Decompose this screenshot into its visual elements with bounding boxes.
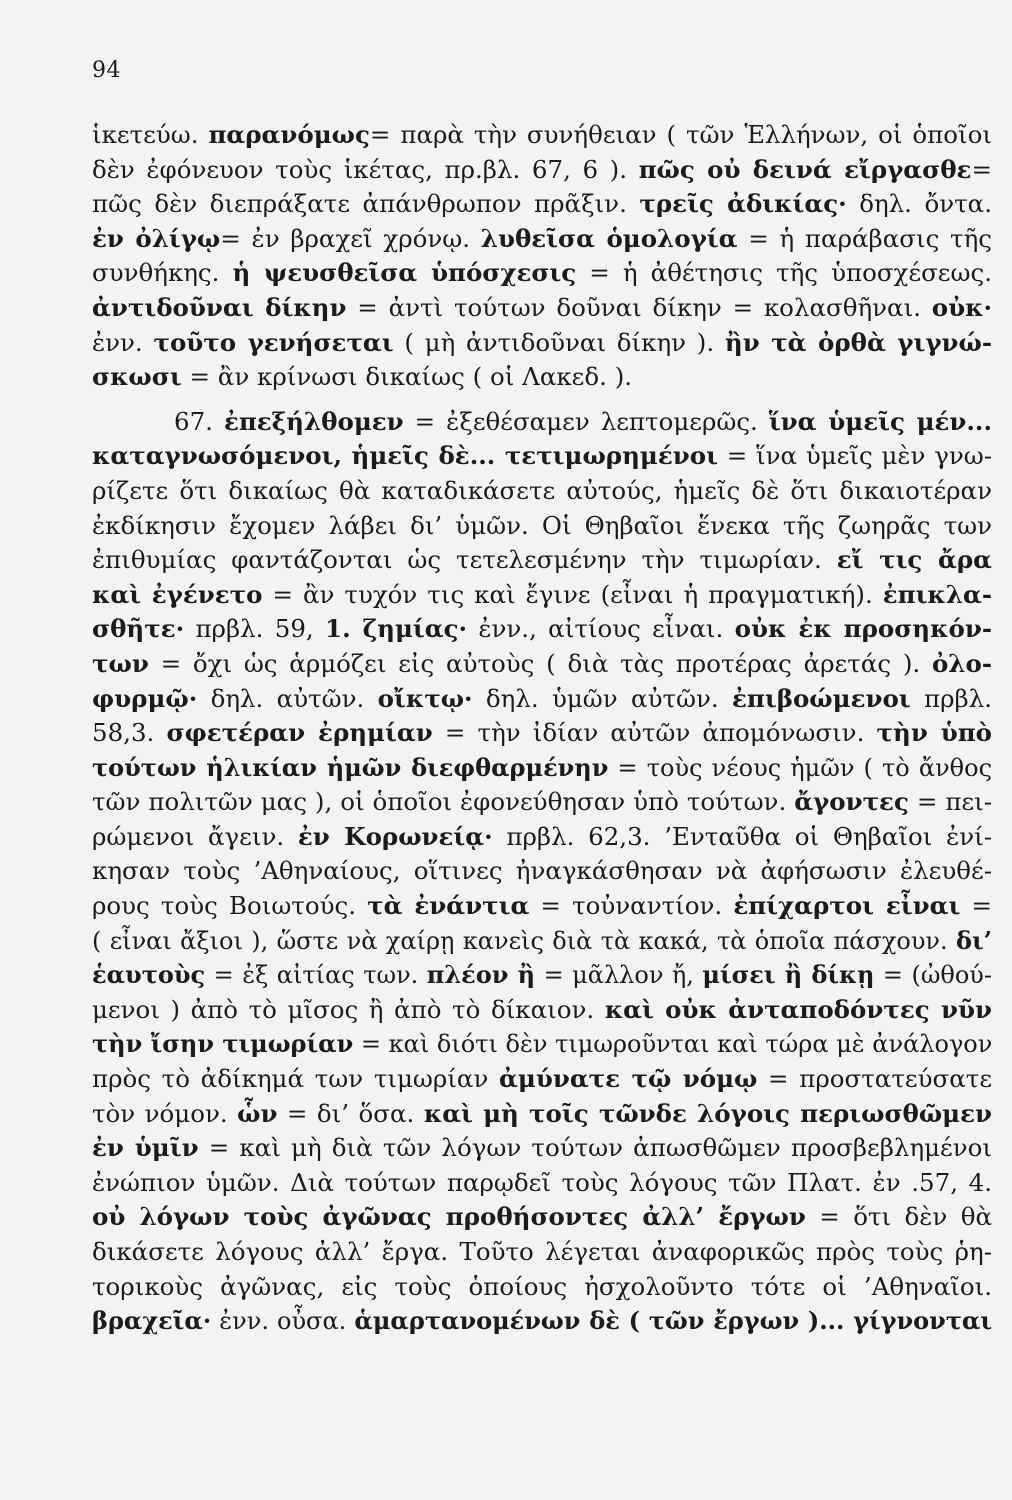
gloss-text: δηλ. ὄντα. bbox=[846, 189, 992, 219]
lemma-bold: ἐπικλα- bbox=[882, 579, 992, 609]
gloss-text: πρβλ. bbox=[910, 683, 992, 713]
gloss-text: = μᾶλλον ἤ, bbox=[535, 961, 703, 990]
lemma-bold: ἑαυτοὺς bbox=[92, 960, 206, 990]
gloss-text: ( εἶναι ἄξιοι ), ὥστε νὰ χαίρῃ κανεὶς διὰ τὰ κακά, τὰ ὁποῖα πάσχουν. bbox=[92, 926, 957, 955]
lemma-bold: εἴ τις ἄρα bbox=[836, 545, 992, 575]
gloss-text: = ὄχι ὡς ἁρμόζει εἰς αὐτοὺς ( διὰ τὰς προτέρας ἀρετάς ). bbox=[148, 648, 932, 678]
lemma-bold: καὶ ἐγένετο bbox=[92, 579, 263, 609]
gloss-text: δικάσετε λόγους ἀλλ’ ἔργα. Τοῦτο λέγεται ἀναφορικῶς πρὸς τοὺς ῥη- bbox=[92, 1237, 992, 1266]
gloss-text: = bbox=[971, 154, 992, 184]
body-text bbox=[92, 118, 992, 1339]
gloss-text: ἐνν., αἰτίους εἶναι. bbox=[467, 614, 735, 644]
lemma-bold: ἐν ὑμῖν bbox=[92, 1133, 199, 1163]
lemma-bold: ἁμαρτανομένων δὲ ( τῶν ἔργων )... γίγνονται bbox=[354, 1306, 992, 1336]
lemma-bold: 1. ζημίας· bbox=[325, 614, 468, 644]
text-line bbox=[92, 682, 992, 717]
text-line bbox=[92, 405, 992, 440]
text-line bbox=[92, 993, 992, 1028]
text-line bbox=[92, 326, 992, 361]
gloss-text: πρὸς τὸ ἀδίκημά των τιμωρίαν bbox=[92, 1064, 500, 1094]
lemma-bold: ἢν τὰ ὀρθὰ γιγνώ- bbox=[724, 327, 992, 357]
text-line bbox=[92, 360, 992, 395]
text-line bbox=[92, 509, 992, 544]
lemma-bold: οὐκ· bbox=[931, 292, 993, 322]
gloss-text: = τοὺς νέους ἡμῶν ( τὸ ἄνθος bbox=[608, 753, 993, 782]
gloss-text: 67. bbox=[174, 406, 224, 436]
lemma-bold: ἐπεξήλθομεν bbox=[223, 406, 404, 436]
gloss-text: = ἀντὶ τούτων δοῦναι δίκην = κολασθῆναι. bbox=[346, 292, 932, 322]
gloss-text: = ἂν τυχόν τις καὶ ἔγινε (εἶναι ἡ πραγματική). bbox=[262, 579, 883, 609]
lemma-bold: τὴν ἴσην τιμωρίαν bbox=[92, 1029, 354, 1059]
lemma-bold: καταγνωσόμενοι, ἡμεῖς δὲ... τετιμωρημένοι bbox=[92, 441, 718, 471]
paragraph-gap bbox=[92, 395, 992, 405]
text-line bbox=[92, 1062, 992, 1097]
lemma-bold: μίσει ἢ δίκῃ bbox=[702, 960, 875, 990]
gloss-text: = καὶ διότι δὲν τιμωροῦνται καὶ τώρα μὲ ἀνάλογον bbox=[353, 1030, 993, 1059]
text-line bbox=[92, 716, 992, 751]
gloss-text: = (ὠθού- bbox=[874, 961, 993, 990]
lemma-bold: σφετέραν ἐρημίαν bbox=[166, 718, 433, 748]
gloss-text: πρβλ. 62,3. ’Ενταῦθα οἱ Θηβαῖοι ἐνί- bbox=[492, 821, 993, 851]
text-line bbox=[92, 118, 992, 153]
lemma-bold: καὶ οὐκ ἀνταποδόντες νῦν bbox=[604, 994, 992, 1024]
text-line bbox=[92, 1131, 992, 1166]
lemma-bold: οἴκτῳ· bbox=[377, 683, 473, 713]
gloss-text: = ἡ παράβασις τῆς bbox=[737, 223, 992, 253]
lemma-bold: τὰ ἐνάντια bbox=[367, 891, 530, 921]
gloss-text: τῶν πολιτῶν μας ), οἱ ὁποῖοι ἐφονεύθησαν ὑπὸ τούτων. bbox=[92, 787, 795, 817]
gloss-text: = ὅτι δὲν θὰ bbox=[805, 1202, 992, 1232]
lemma-bold: ἐπίχαρτοι εἶναι bbox=[733, 891, 961, 921]
gloss-text: ρίζετε ὅτι δικαίως θὰ καταδικάσετε αὐτούς, ἡμεῖς δὲ ὅτι δικαιοτέραν bbox=[92, 475, 992, 505]
lemma-bold: καὶ μὴ τοῖς τῶνδε λόγοις περιωσθῶμεν bbox=[423, 1098, 993, 1128]
text-line bbox=[92, 222, 992, 257]
gloss-text: ἐνν. bbox=[92, 327, 154, 357]
lemma-bold: ἐν Κορωνείᾳ· bbox=[297, 821, 493, 851]
lemma-bold: τρεῖς ἀδικίας· bbox=[639, 189, 847, 219]
lemma-bold: ἡ ψευσθεῖσα ὑπόσχεσις bbox=[232, 258, 577, 288]
lemma-bold: σθῆτε· bbox=[92, 614, 185, 644]
lemma-bold: δι’ bbox=[956, 925, 992, 955]
lemma-bold: ἐν ὀλίγῳ bbox=[92, 223, 221, 253]
gloss-text: ρώμενοι ἄγειν. bbox=[92, 821, 298, 851]
lemma-bold: ὧν bbox=[237, 1098, 278, 1128]
text-line bbox=[92, 153, 992, 188]
text-line bbox=[92, 187, 992, 222]
gloss-text: συνθήκης. bbox=[92, 258, 233, 288]
text-line bbox=[92, 1166, 992, 1201]
text-line bbox=[92, 1097, 992, 1132]
lemma-bold: ἄγοντες bbox=[794, 787, 909, 817]
text-line bbox=[92, 543, 992, 578]
gloss-text: = τὴν ἰδίαν αὐτῶν ἀπομόνωσιν. bbox=[432, 718, 877, 748]
text-line bbox=[92, 958, 992, 993]
lemma-bold: τοῦτο γενήσεται bbox=[153, 327, 394, 357]
text-line bbox=[92, 1200, 992, 1235]
text-line bbox=[92, 439, 992, 474]
gloss-text: ἐνν. οὖσα. bbox=[211, 1307, 355, 1336]
gloss-text: = παρὰ τὴν συνήθειαν ( τῶν Ἑλλήνων, οἱ ὁποῖοι bbox=[369, 120, 992, 149]
text-line bbox=[92, 751, 992, 786]
lemma-bold: ὀλο- bbox=[931, 648, 992, 678]
text-line bbox=[92, 1027, 992, 1062]
gloss-text: 58,3. bbox=[92, 718, 167, 748]
gloss-text: = bbox=[960, 891, 992, 921]
lemma-bold: παρανόμως bbox=[208, 120, 370, 149]
lemma-bold: των bbox=[92, 648, 149, 678]
gloss-text: δὲν ἐφόνευον τοὺς ἱκέτας, πρ.βλ. 67, 6 ). bbox=[92, 154, 639, 184]
gloss-text: = καὶ μὴ διὰ τῶν λόγων τούτων ἀπωσθῶμεν προσβεβλημένοι bbox=[198, 1133, 992, 1163]
lemma-bold: πλέον ἢ bbox=[426, 960, 536, 990]
gloss-text: = δι’ ὅσα. bbox=[277, 1098, 424, 1128]
text-line bbox=[92, 256, 992, 291]
gloss-text: = ἐξεθέσαμεν λεπτομερῶς. bbox=[403, 406, 769, 436]
lemma-bold: λυθεῖσα ὁμολογία bbox=[480, 223, 738, 253]
lemma-bold: ἵνα ὑμεῖς μέν... bbox=[768, 406, 992, 436]
text-line bbox=[92, 1235, 992, 1270]
text-line bbox=[92, 889, 992, 924]
gloss-text: ἐνώπιον ὑμῶν. Διὰ τούτων παρῳδεῖ τοὺς λόγους τῶν Πλατ. ἐν .57, 4. bbox=[92, 1167, 992, 1197]
lemma-bold: οὐ λόγων τοὺς ἀγῶνας προθήσοντες ἀλλ’ ἔργων bbox=[92, 1202, 806, 1232]
gloss-text: ἐκδίκησιν ἔχομεν λάβει δι’ ὑμῶν. Οἱ Θηβαῖοι ἕνεκα τῆς ζωηρᾶς των bbox=[92, 510, 992, 540]
lemma-bold: ἀντιδοῦναι δίκην bbox=[92, 292, 347, 322]
text-line bbox=[92, 1270, 992, 1305]
gloss-text: = ἐν βραχεῖ χρόνῳ. bbox=[220, 223, 481, 253]
gloss-text: πρβλ. 59, bbox=[184, 614, 326, 644]
text-line bbox=[92, 578, 992, 613]
gloss-text: ἐπιθυμίας φαντάζονται ὡς τετελεσμένην τὴν τιμωρίαν. bbox=[92, 545, 837, 575]
gloss-text: = τοὐναντίον. bbox=[529, 891, 734, 921]
lemma-bold: φυρμῷ· bbox=[92, 683, 198, 713]
gloss-text: = ἵνα ὑμεῖς μὲν γνω- bbox=[717, 441, 992, 471]
text-line bbox=[92, 291, 992, 326]
gloss-text: ( μὴ ἀντιδοῦναι δίκην ). bbox=[393, 327, 725, 357]
page-number: 94 bbox=[92, 58, 121, 83]
gloss-text: = ἂν κρίνωσι δικαίως ( οἱ Λακεδ. ). bbox=[181, 362, 633, 392]
text-line bbox=[92, 854, 992, 889]
gloss-text: τὸν νόμον. bbox=[92, 1098, 238, 1128]
gloss-text: = ἡ ἀθέτησις τῆς ὑποσχέσεως. bbox=[576, 258, 992, 288]
gloss-text: τορικοὺς ἀγῶνας, εἰς τοὺς ὁποίους ἠσχολοῦντο τότε οἱ ’Αθηναῖοι. bbox=[92, 1271, 992, 1301]
lemma-bold: σκωσι bbox=[92, 362, 182, 392]
gloss-text: δηλ. ὑμῶν αὐτῶν. bbox=[472, 683, 733, 713]
text-line bbox=[92, 820, 992, 855]
lemma-bold: πῶς οὐ δεινά εἴργασθε bbox=[638, 154, 972, 184]
lemma-bold: οὐκ ἐκ προσηκόν- bbox=[734, 614, 992, 644]
gloss-text: κησαν τοὺς ’Αθηναίους, οἵτινες ἠναγκάσθησαν νὰ ἀφήσωσιν ἐλευθέ- bbox=[92, 856, 992, 886]
lemma-bold: βραχεῖα· bbox=[92, 1306, 212, 1336]
gloss-text: ἱκετεύω. bbox=[92, 120, 209, 149]
text-line bbox=[92, 1304, 992, 1339]
text-line bbox=[92, 647, 992, 682]
text-line bbox=[92, 785, 992, 820]
gloss-text: δηλ. αὐτῶν. bbox=[197, 683, 378, 713]
lemma-bold: ἀμύνατε τῷ νόμῳ bbox=[499, 1064, 758, 1094]
text-line bbox=[92, 924, 992, 959]
text-line bbox=[92, 612, 992, 647]
paragraph-66 bbox=[92, 118, 992, 395]
lemma-bold: ἐπιβοώμενοι bbox=[732, 683, 911, 713]
gloss-text: ρους τοὺς Βοιωτούς. bbox=[92, 891, 368, 921]
gloss-text: = προστατεύσατε bbox=[757, 1064, 993, 1094]
gloss-text: = ἐξ αἰτίας των. bbox=[205, 961, 427, 990]
gloss-text: = πει- bbox=[908, 787, 992, 817]
gloss-text: μενοι ) ἀπὸ τὸ μῖσος ἢ ἀπὸ τὸ δίκαιον. bbox=[92, 994, 605, 1024]
paragraph-67 bbox=[92, 405, 992, 1339]
gloss-text: πῶς δὲν διεπράξατε ἀπάνθρωπον πρᾶξιν. bbox=[92, 189, 640, 219]
text-line bbox=[92, 474, 992, 509]
lemma-bold: τούτων ἡλικίαν ἡμῶν διεφθαρμένην bbox=[92, 752, 609, 782]
lemma-bold: τὴν ὑπὸ bbox=[876, 718, 992, 748]
